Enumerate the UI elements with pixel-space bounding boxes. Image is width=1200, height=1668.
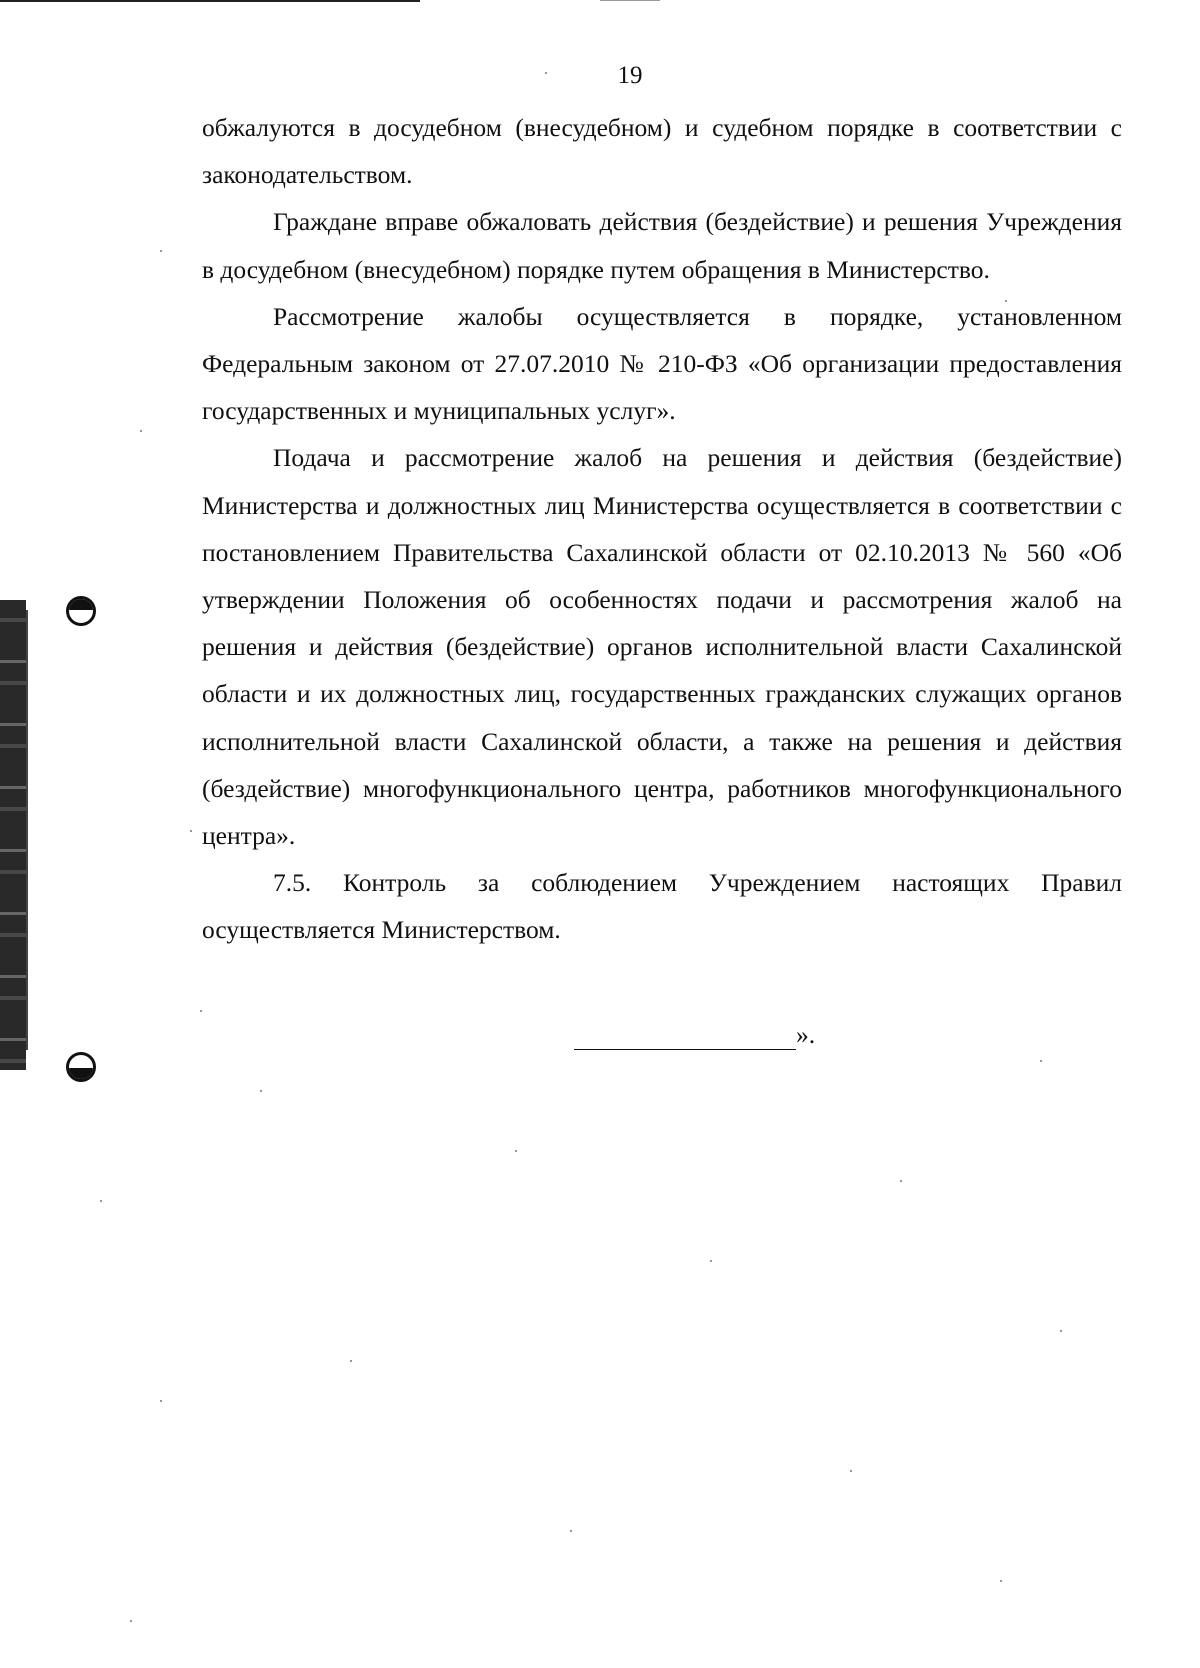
scan-speck	[100, 1200, 102, 1202]
scan-speck	[545, 72, 547, 74]
scan-speck	[130, 1620, 132, 1622]
document-body	[202, 104, 1122, 954]
scan-speck	[1000, 1580, 1002, 1582]
page-number: 19	[617, 62, 643, 89]
paragraph-complaint-submission: Подача и рассмотрение жалоб на решения и действия (бездействие) Министерства и должностных лиц Министерства осуществляется в соответствии с постановлением Правительства Сахалинской области от 02.10.2013 № 560 «Об утверждении Положения об особенностях подачи и рассмотрения жалоб на решения и действия (бездействие) органов исполнительной власти Сахалинской области и их должностных лиц, государственных гражданских служащих органов исполнительной власти Сахалинской области, а также на решения и действия (бездействие) многофункционального центра, работников многофункционального центра».	[202, 443, 1122, 851]
scan-top-edge-left	[0, 0, 420, 2]
scan-speck	[1060, 1330, 1062, 1332]
scan-speck	[190, 830, 192, 832]
scan-speck	[350, 1360, 352, 1362]
scan-speck	[710, 1260, 712, 1262]
scan-speck	[200, 1010, 202, 1012]
binding-edge	[26, 610, 28, 1050]
scan-speck	[850, 1470, 852, 1472]
scan-speck	[515, 1150, 517, 1152]
scan-speck	[1040, 1060, 1042, 1062]
paragraph-complaint-review: Рассмотрение жалобы осуществляется в порядке, установленном Федеральным законом от 27.07.2010 № 210-ФЗ «Об организации предоставления государственных и муниципальных услуг».	[202, 301, 1122, 426]
closing-underline	[574, 1027, 796, 1050]
scan-speck	[160, 250, 162, 252]
scan-speck	[260, 1090, 262, 1092]
closing-quote: ».	[796, 1020, 816, 1049]
punch-hole-upper	[66, 596, 96, 626]
scan-speck	[140, 430, 142, 432]
paragraph-appeal-right: Граждане вправе обжаловать действия (бездействие) и решения Учреждения в досудебном (внесудебном) порядке путем обращения в Министерство.	[202, 207, 1122, 284]
scan-speck	[160, 1400, 162, 1402]
scan-top-edge-mid	[600, 0, 660, 1]
binding-strip	[0, 600, 26, 1070]
closing-mark	[574, 1020, 815, 1050]
scan-speck	[1005, 300, 1007, 302]
scan-speck	[570, 1530, 572, 1532]
paragraph-continuation: обжалуются в досудебном (внесудебном) и судебном порядке в соответствии с законодательством.	[202, 113, 1122, 190]
scan-speck	[900, 1180, 902, 1182]
punch-hole-lower	[66, 1052, 96, 1082]
paragraph-section-7-5: 7.5. Контроль за соблюдением Учреждением настоящих Правил осуществляется Министерством.	[202, 868, 1122, 945]
